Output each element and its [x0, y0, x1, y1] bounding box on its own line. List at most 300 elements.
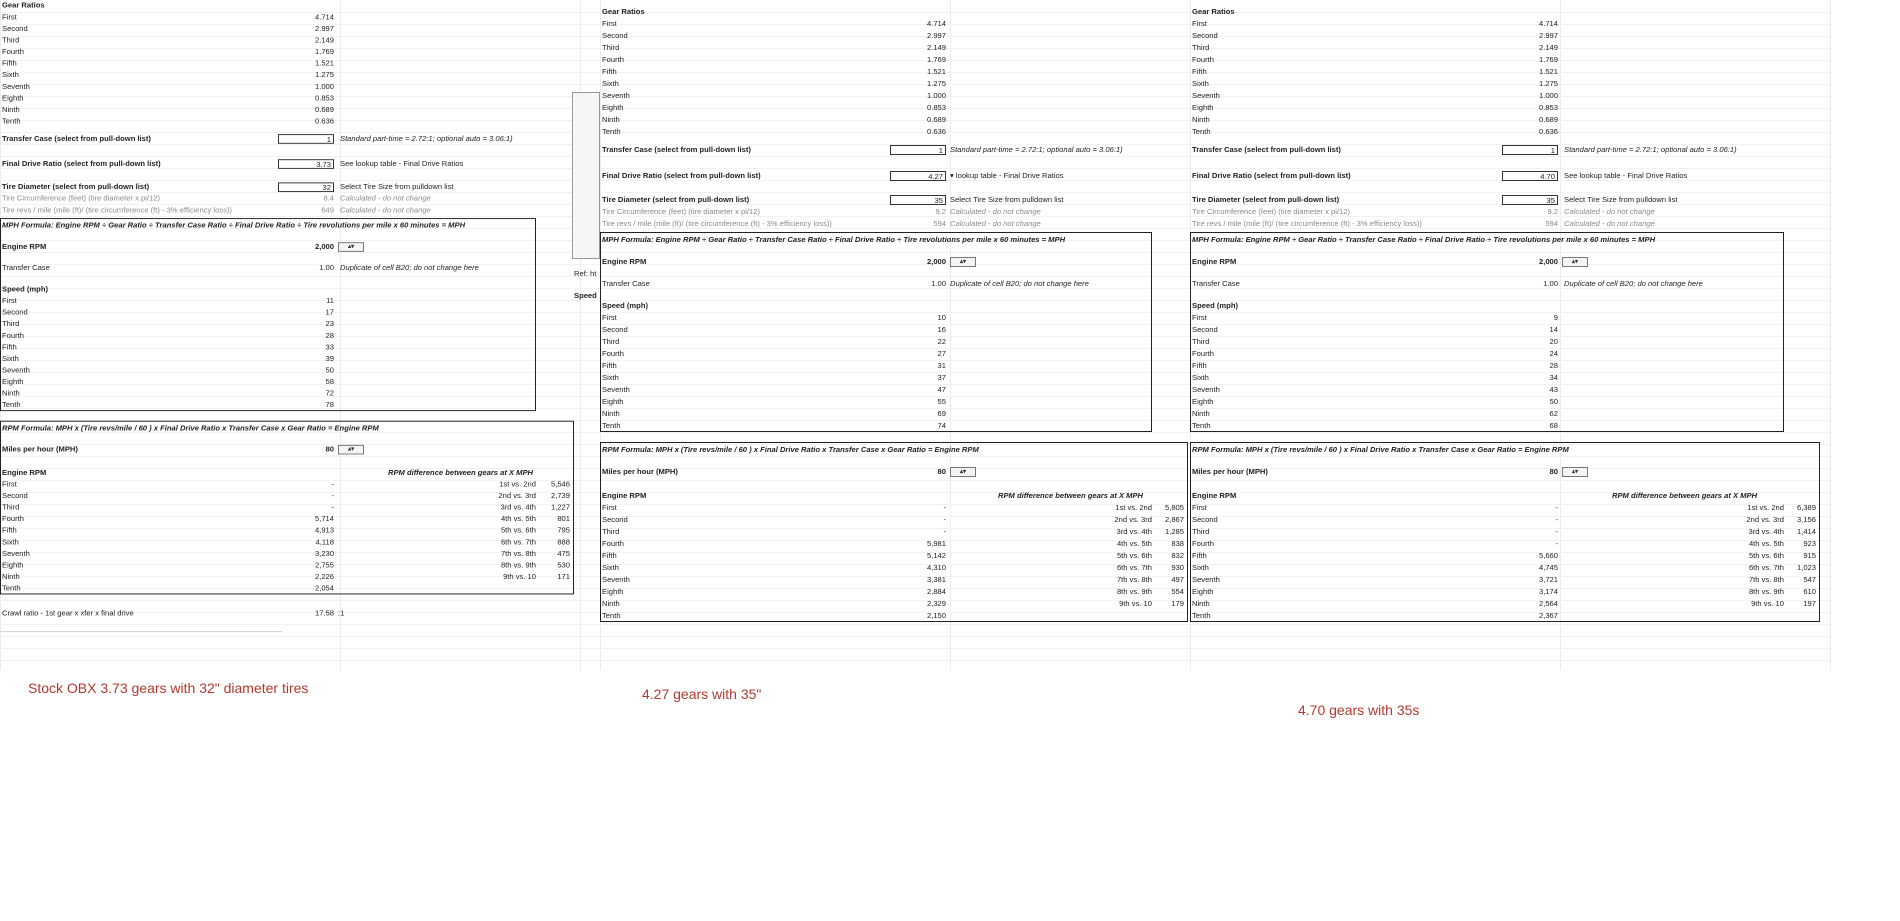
rpm-gear-name: Fourth: [2, 514, 24, 524]
gear-ratio-value: 1.769: [926, 55, 946, 64]
gear-ratio-value: 0.689: [926, 115, 946, 124]
gear-ratio-row: [0, 69, 580, 81]
tire-diameter-row: [600, 194, 1190, 206]
mph-spinner[interactable]: ▴▾: [338, 445, 364, 455]
gear-ratio-row: [600, 114, 1190, 126]
rpm-diff-label: 9th vs. 10: [1751, 599, 1784, 608]
gear-name: Tenth: [2, 116, 21, 126]
rpm-diff-label: 2nd vs. 3rd: [1114, 515, 1152, 524]
speed-gear-name: Fourth: [2, 330, 24, 340]
gear-name: First: [2, 12, 17, 22]
tire-diameter-note: Select Tire Size from pulldown list: [340, 182, 454, 192]
speed-value: 22: [937, 337, 946, 346]
gear-ratio-value: 2.997: [1538, 31, 1558, 40]
rpm-diff-value: 3,156: [1796, 515, 1816, 524]
tire-circumference-label: Tire Circumference (feet) (tire diameter x pi/12): [1192, 207, 1350, 216]
speed-gear-name: Third: [602, 337, 620, 346]
tire-diameter-row: [0, 181, 580, 193]
gear-ratio-value: 0.636: [926, 127, 946, 136]
gear-ratio-row: [0, 58, 580, 70]
transfer-case-note: Standard part-time = 2.72:1; optional auto = 3.06:1): [1564, 145, 1737, 154]
rpm-value: -: [1555, 539, 1558, 548]
transfer-case-row: [0, 133, 580, 145]
rpm-value: 3,721: [1538, 575, 1558, 584]
speed-gear-name: Sixth: [2, 354, 19, 363]
speed-gear-name: Second: [1192, 325, 1218, 334]
rpm-gear-name: Sixth: [602, 563, 619, 572]
speed-value: 10: [937, 313, 946, 322]
gear-ratio-row: [600, 90, 1190, 102]
speed-gear-name: Second: [2, 307, 28, 317]
rpm-gear-name: Tenth: [1192, 611, 1211, 620]
speed-gear-name: Sixth: [1192, 373, 1209, 382]
rpm-diff-label: 6th vs. 7th: [500, 537, 536, 547]
rpm-diff-value: 930: [1171, 563, 1184, 572]
tire-circumference-calc-note: Calculated - do not change: [340, 193, 431, 203]
rpm-diff-value: 795: [557, 525, 570, 535]
rpm-diff-value: 179: [1171, 599, 1184, 608]
speed-value: 50: [1549, 397, 1558, 406]
rpm-diff-label: 9th vs. 10: [1119, 599, 1152, 608]
gear-ratio-value: 4.714: [926, 19, 946, 28]
engine-rpm-label: Engine RPM: [2, 242, 47, 251]
gear-ratio-value: 1.000: [926, 91, 946, 100]
rpm-diff-value: 197: [1803, 599, 1816, 608]
rpm-gear-name: Eighth: [602, 587, 624, 596]
rpm-diff-value: 1,227: [550, 502, 570, 512]
speed-gear-name: Eighth: [2, 377, 24, 386]
rpm-gear-name: Ninth: [602, 599, 620, 608]
rpm-gear-name: Eighth: [2, 560, 24, 570]
rpm-gear-name: Third: [602, 527, 620, 536]
final-drive-row: [600, 170, 1190, 182]
calculator-panel-1: [0, 0, 580, 656]
gear-ratio-row: [0, 46, 580, 58]
speed-gear-name: Eighth: [1192, 397, 1214, 406]
speed-value: 33: [325, 342, 334, 352]
gear-ratio-value: 4.714: [314, 12, 334, 22]
rpm-value: -: [943, 515, 946, 524]
rpm-diff-label: 2nd vs. 3rd: [498, 491, 536, 500]
gear-ratio-value: 2.997: [926, 31, 946, 40]
rpm-diff-label: 5th vs. 6th: [1116, 551, 1152, 560]
mph-input-value: 80: [1549, 467, 1558, 476]
speed-gear-name: Fifth: [1192, 361, 1207, 370]
gear-ratio-value: 1.000: [314, 82, 334, 91]
rpm-diff-value: 475: [557, 549, 570, 558]
gear-ratios-header: [1190, 6, 1830, 18]
mph-spinner[interactable]: ▴▾: [1562, 467, 1588, 477]
transfer-case-dup-value: 1.00: [931, 279, 946, 288]
engine-rpm-spinner[interactable]: ▴▾: [950, 257, 976, 267]
speed-value: 31: [937, 361, 946, 370]
speed-value: 47: [937, 385, 946, 394]
rpm-gear-name: Second: [1192, 515, 1218, 524]
speed-value: 78: [325, 400, 334, 410]
engine-rpm-spinner[interactable]: ▴▾: [1562, 257, 1588, 267]
rpm-gear-name: Fifth: [602, 551, 617, 560]
rpm-gear-name: First: [1192, 503, 1207, 512]
final-drive-select[interactable]: 4.27: [890, 171, 946, 181]
gear-ratio-value: 1.000: [1538, 91, 1558, 100]
engine-rpm-heading: Engine RPM: [1192, 491, 1237, 500]
panel-caption-1: Stock OBX 3.73 gears with 32" diameter tires: [28, 680, 309, 696]
rpm-diff-label: 7th vs. 8th: [1748, 575, 1784, 584]
rpm-value: -: [331, 502, 334, 512]
tire-diameter-select[interactable]: 35: [1502, 195, 1558, 205]
rpm-diff-label: 4th vs. 5th: [1748, 539, 1784, 548]
rpm-diff-label: 9th vs. 10: [503, 572, 536, 581]
transfer-case-label: Transfer Case (select from pull-down list): [602, 145, 751, 154]
transfer-case-dup-label: Transfer Case: [2, 263, 50, 273]
speed-gear-name: Seventh: [2, 365, 30, 375]
rpm-diff-value: 6,389: [1796, 503, 1816, 512]
gear-name: Tenth: [602, 127, 621, 136]
gear-name: Fifth: [602, 67, 617, 76]
speed-gear-name: Seventh: [602, 385, 630, 394]
rpm-diff-label: 8th vs. 9th: [500, 560, 536, 570]
gear-ratio-row: [600, 42, 1190, 54]
mph-formula-frame: [0, 218, 536, 411]
tire-revs-value: 594: [933, 219, 946, 228]
transfer-case-row: [1190, 144, 1830, 156]
tire-diameter-note: Select Tire Size from pulldown list: [1564, 195, 1678, 204]
final-drive-row: [0, 158, 580, 170]
speed-value: 14: [1549, 325, 1558, 334]
speed-value: 17: [325, 307, 334, 317]
rpm-diff-value: 2,739: [550, 491, 570, 500]
tire-diameter-select[interactable]: 32: [278, 182, 334, 192]
mph-input-label: Miles per hour (MPH): [2, 444, 78, 454]
rpm-value: 2,884: [926, 587, 946, 596]
gear-name: Third: [2, 35, 20, 45]
rpm-value: 4,913: [314, 525, 334, 535]
speed-value: 11: [326, 296, 334, 305]
rpm-value: 5,142: [926, 551, 946, 560]
rpm-value: -: [1555, 503, 1558, 512]
gear-ratio-row: [0, 12, 580, 24]
gear-ratio-value: 0.636: [1538, 127, 1558, 136]
mph-input-value: 80: [937, 467, 946, 476]
ref-fragment-label: Ref: ht: [574, 269, 597, 278]
tire-revs-row: [1190, 218, 1830, 230]
rpm-diff-value: 171: [557, 572, 570, 581]
speed-heading: Speed (mph): [602, 301, 648, 310]
rpm-diff-value: 801: [557, 514, 570, 524]
gear-ratio-row: [0, 104, 580, 116]
rpm-value: -: [331, 491, 334, 500]
transfer-case-dup-value: 1.00: [319, 263, 334, 273]
gear-ratios-heading: Gear Ratios: [1192, 7, 1235, 16]
mph-formula-heading: MPH Formula: Engine RPM ÷ Gear Ratio ÷ Transfer Case Ratio ÷ Final Drive Ratio ÷ Tire revolutions per mile x 60 minutes = MPH: [2, 220, 466, 230]
rpm-formula-heading: RPM Formula: MPH x (Tire revs/mile / 60 ) x Final Drive Ratio x Transfer Case x Gear Ratio = Engine RPM: [2, 423, 379, 433]
gear-ratio-row: [600, 126, 1190, 138]
tire-diameter-row: [1190, 194, 1830, 206]
rpm-diff-value: 554: [1171, 587, 1184, 596]
speed-value: 9: [1553, 313, 1558, 322]
gear-ratio-row: [0, 116, 580, 128]
gear-ratio-value: 1.275: [926, 79, 946, 88]
gear-ratio-value: 0.853: [1538, 103, 1558, 112]
rpm-diff-label: 7th vs. 8th: [1116, 575, 1152, 584]
gear-name: Tenth: [1192, 127, 1211, 136]
rpm-gear-name: Ninth: [1192, 599, 1210, 608]
speed-value: 50: [325, 365, 334, 375]
engine-rpm-value: 2,000: [1538, 257, 1558, 266]
rpm-value: 4,310: [926, 563, 946, 572]
tire-revs-calc-note: Calculated - do not change: [340, 205, 431, 215]
rpm-value: 4,118: [315, 537, 334, 547]
gear-ratio-row: [1190, 126, 1830, 138]
gear-ratio-row: [0, 93, 580, 105]
gear-ratio-row: [600, 78, 1190, 90]
speed-gear-name: Sixth: [602, 373, 619, 382]
speed-heading: Speed (mph): [1192, 301, 1238, 310]
gear-name: Ninth: [1192, 115, 1210, 124]
gear-ratio-row: [600, 66, 1190, 78]
rpm-diff-value: 5,805: [1164, 503, 1184, 512]
gear-ratio-value: 1.521: [314, 58, 334, 68]
rpm-diff-value: 888: [557, 537, 570, 547]
final-drive-select[interactable]: 4.70: [1502, 171, 1558, 181]
transfer-case-label: Transfer Case (select from pull-down list): [1192, 145, 1341, 154]
gear-ratio-value: 0.636: [314, 116, 334, 126]
speed-value: 34: [1549, 373, 1558, 382]
calculator-panel-2: [600, 6, 1190, 686]
rpm-diff-value: 530: [557, 560, 570, 570]
gear-ratio-row: [0, 81, 580, 93]
rpm-gear-name: Third: [2, 502, 20, 512]
rpm-value: 3,381: [926, 575, 946, 584]
gear-ratio-row: [600, 102, 1190, 114]
panel-underline: [0, 631, 282, 632]
gear-name: Ninth: [602, 115, 620, 124]
gear-ratio-row: [0, 35, 580, 47]
final-drive-select[interactable]: 3.73: [278, 159, 334, 169]
gear-name: Seventh: [602, 91, 630, 100]
speed-gear-name: Fifth: [2, 342, 17, 352]
transfer-case-dup-label: Transfer Case: [602, 279, 650, 288]
rpm-diff-label: 4th vs. 5th: [1116, 539, 1152, 548]
speed-value: 58: [325, 377, 334, 386]
gear-name: Seventh: [2, 82, 30, 91]
crawl-ratio-suffix: :1: [338, 608, 345, 618]
gear-name: Sixth: [2, 70, 19, 80]
rpm-diff-label: 1st vs. 2nd: [1747, 503, 1784, 512]
gear-ratio-row: [1190, 66, 1830, 78]
gear-ratio-row: [600, 54, 1190, 66]
rpm-gear-name: Second: [2, 491, 28, 500]
transfer-case-note: Standard part-time = 2.72:1; optional auto = 3.06:1): [340, 134, 513, 143]
rpm-diff-value: 832: [1171, 551, 1184, 560]
gear-ratio-row: [1190, 54, 1830, 66]
gear-name: Fifth: [1192, 67, 1207, 76]
speed-gear-name: Fifth: [602, 361, 617, 370]
tire-revs-value: 594: [1545, 219, 1558, 228]
speed-value: 37: [937, 373, 946, 382]
gear-name: Eighth: [602, 103, 624, 112]
gear-name: Ninth: [2, 105, 20, 114]
speed-value: 69: [937, 409, 946, 418]
rpm-value: 4,745: [1538, 563, 1558, 572]
rpm-diff-label: 8th vs. 9th: [1748, 587, 1784, 596]
mph-input-label: Miles per hour (MPH): [1192, 467, 1268, 476]
tire-revs-row: [0, 205, 580, 217]
engine-rpm-value: 2,000: [926, 257, 946, 266]
rpm-gear-name: First: [602, 503, 617, 512]
rpm-gear-name: Ninth: [2, 572, 20, 581]
rpm-value: 2,226: [314, 572, 334, 581]
transfer-case-select[interactable]: 1: [1502, 145, 1558, 155]
rpm-diff-label: 1st vs. 2nd: [1115, 503, 1152, 512]
rpm-value: 3,230: [314, 549, 334, 558]
gear-name: Fourth: [1192, 55, 1214, 64]
speed-value: 28: [325, 330, 334, 340]
tire-diameter-label: Tire Diameter (select from pull-down list): [2, 182, 150, 192]
rpm-value: 2,054: [314, 583, 334, 593]
transfer-case-select[interactable]: 1: [890, 145, 946, 155]
transfer-case-dup-note: Duplicate of cell B20; do not change here: [1564, 279, 1703, 288]
gear-ratio-value: 2.149: [926, 43, 946, 52]
crawl-ratio-row: [0, 608, 580, 620]
speed-gear-name: Third: [2, 319, 20, 329]
speed-gear-name: Eighth: [602, 397, 624, 406]
rpm-gear-name: Seventh: [1192, 575, 1220, 584]
engine-rpm-spinner[interactable]: ▴▾: [338, 242, 364, 252]
rpm-gear-name: Tenth: [602, 611, 621, 620]
rpm-formula-frame: [600, 442, 1188, 622]
speed-value: 39: [325, 354, 334, 363]
rpm-formula-heading: RPM Formula: MPH x (Tire revs/mile / 60 ) x Final Drive Ratio x Transfer Case x Gear Ratio = Engine RPM: [1192, 445, 1569, 454]
rpm-value: -: [943, 503, 946, 512]
crawl-ratio-value: 17.58: [314, 608, 334, 618]
rpm-gear-name: Seventh: [2, 549, 30, 558]
rpm-formula-frame: [1190, 442, 1820, 622]
tire-diameter-select[interactable]: 35: [890, 195, 946, 205]
gear-ratio-row: [1190, 90, 1830, 102]
tire-circumference-value: 8.4: [323, 193, 334, 203]
rpm-diff-value: 497: [1171, 575, 1184, 584]
speed-gear-name: Tenth: [602, 421, 621, 430]
rpm-value: 5,714: [314, 514, 334, 524]
gear-ratio-value: 1.275: [1538, 79, 1558, 88]
gear-ratio-value: 2.149: [314, 35, 334, 45]
speed-gear-name: First: [2, 296, 17, 305]
rpm-diff-value: 547: [1803, 575, 1816, 584]
gear-ratio-value: 1.275: [314, 70, 334, 80]
rpm-diff-value: 923: [1803, 539, 1816, 548]
gear-ratio-value: 0.853: [314, 93, 334, 103]
rpm-difference-heading: RPM difference between gears at X MPH: [998, 491, 1144, 500]
rpm-diff-label: 3rd vs. 4th: [1748, 527, 1784, 536]
tire-circumference-row: [600, 206, 1190, 218]
gear-name: Second: [602, 31, 628, 40]
grid-column-line: [1830, 0, 1831, 670]
tire-diameter-label: Tire Diameter (select from pull-down list): [602, 195, 750, 204]
rpm-gear-name: Fifth: [1192, 551, 1207, 560]
gear-ratio-row: [1190, 114, 1830, 126]
speed-gear-name: Third: [1192, 337, 1210, 346]
gear-name: Eighth: [2, 93, 24, 103]
speed-value: 55: [937, 397, 946, 406]
gear-name: Fifth: [2, 58, 17, 68]
rpm-difference-heading: RPM difference between gears at X MPH: [1612, 491, 1758, 500]
mph-input-label: Miles per hour (MPH): [602, 467, 678, 476]
speed-gear-name: Fourth: [1192, 349, 1214, 358]
speed-value: 24: [1549, 349, 1558, 358]
transfer-case-dup-value: 1.00: [1543, 279, 1558, 288]
rpm-diff-value: 838: [1171, 539, 1184, 548]
rpm-diff-value: 1,023: [1796, 563, 1816, 572]
speed-fragment-label: Speed: [574, 291, 597, 300]
gear-ratios-header: [600, 6, 1190, 18]
tire-circumference-calc-note: Calculated - do not change: [1564, 207, 1655, 216]
transfer-case-select[interactable]: 1: [278, 134, 334, 144]
rpm-gear-name: Fourth: [602, 539, 624, 548]
rpm-value: -: [943, 527, 946, 536]
speed-value: 62: [1549, 409, 1558, 418]
rpm-formula-heading: RPM Formula: MPH x (Tire revs/mile / 60 ) x Final Drive Ratio x Transfer Case x Gear Ratio = Engine RPM: [602, 445, 979, 454]
mph-formula-frame: [1190, 232, 1784, 432]
rpm-diff-value: 1,285: [1164, 527, 1184, 536]
gear-ratio-value: 1.521: [1538, 67, 1558, 76]
speed-heading: Speed (mph): [2, 284, 48, 294]
transfer-case-dup-label: Transfer Case: [1192, 279, 1240, 288]
speed-gear-name: Seventh: [1192, 385, 1220, 394]
rpm-value: -: [331, 479, 334, 489]
rpm-value: 5,660: [1538, 551, 1558, 560]
speed-value: 74: [937, 421, 946, 430]
transfer-case-dup-note: Duplicate of cell B20; do not change here: [340, 263, 479, 273]
tire-diameter-note: Select Tire Size from pulldown list: [950, 195, 1064, 204]
gear-name: Fourth: [2, 47, 24, 56]
final-drive-note: ▾ lookup table - Final Drive Ratios: [950, 171, 1064, 180]
rpm-gear-name: Sixth: [2, 537, 19, 547]
tire-circumference-row: [1190, 206, 1830, 218]
gear-ratio-row: [1190, 102, 1830, 114]
rpm-gear-name: Fifth: [2, 525, 17, 535]
rpm-diff-value: 5,546: [550, 479, 570, 489]
tire-circumference-label: Tire Circumference (feet) (tire diameter x pi/12): [2, 193, 160, 203]
tire-diameter-label: Tire Diameter (select from pull-down list): [1192, 195, 1340, 204]
rpm-value: 2,755: [314, 560, 334, 570]
mph-spinner[interactable]: ▴▾: [950, 467, 976, 477]
rpm-diff-label: 3rd vs. 4th: [500, 502, 536, 512]
speed-value: 72: [325, 388, 334, 398]
gear-ratio-value: 0.689: [314, 105, 334, 114]
crawl-ratio-label: Crawl ratio - 1st gear x xfer x final drive: [2, 608, 134, 618]
rpm-value: 2,564: [1538, 599, 1558, 608]
speed-gear-name: Fourth: [602, 349, 624, 358]
rpm-diff-label: 6th vs. 7th: [1748, 563, 1784, 572]
tire-revs-calc-note: Calculated - do not change: [1564, 219, 1655, 228]
engine-rpm-value: 2,000: [314, 242, 334, 251]
rpm-value: 3,174: [1538, 587, 1558, 596]
tire-circumference-value: 9.2: [1547, 207, 1558, 216]
final-drive-note: See lookup table - Final Drive Ratios: [340, 159, 464, 168]
rpm-diff-label: 7th vs. 8th: [500, 549, 536, 558]
gear-name: Eighth: [1192, 103, 1214, 112]
rpm-difference-heading: RPM difference between gears at X MPH: [388, 468, 534, 477]
gear-name: Third: [602, 43, 620, 52]
speed-value: 28: [1549, 361, 1558, 370]
gear-name: Seventh: [1192, 91, 1220, 100]
rpm-gear-name: Eighth: [1192, 587, 1214, 596]
speed-gear-name: Tenth: [2, 400, 21, 410]
speed-gear-name: Ninth: [1192, 409, 1210, 418]
engine-rpm-label: Engine RPM: [602, 257, 647, 266]
gear-ratios-heading: Gear Ratios: [2, 0, 45, 10]
